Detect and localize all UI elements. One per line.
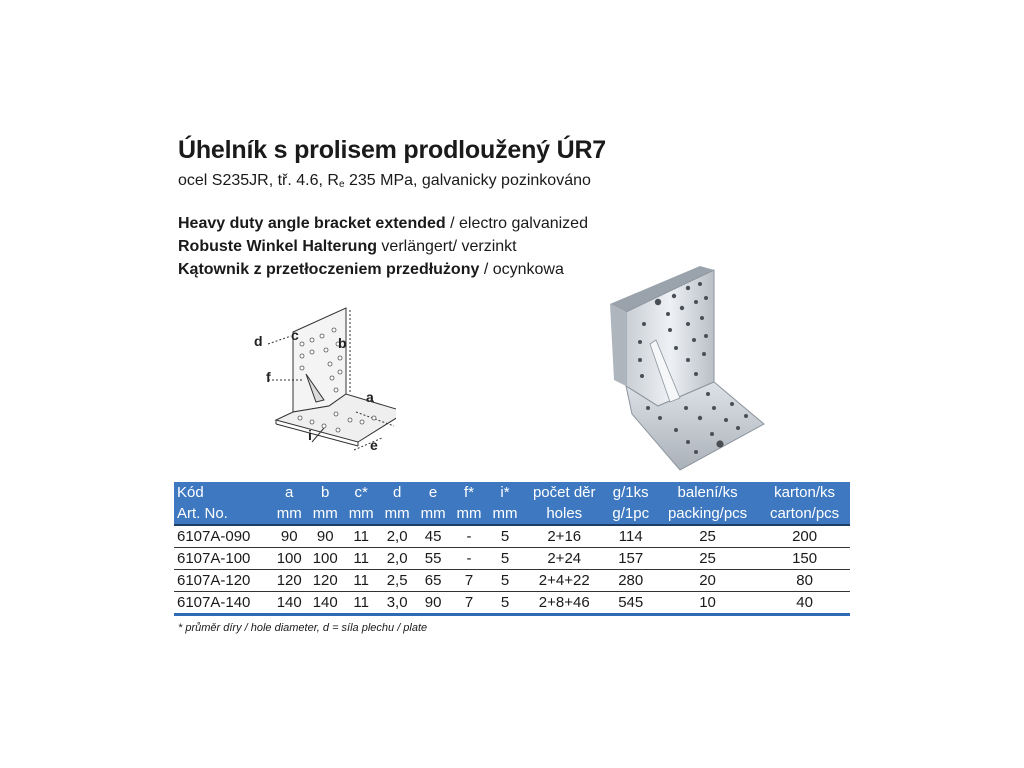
bracket-dimension-diagram bbox=[246, 294, 396, 464]
col-subheader-weight: g/1pc bbox=[606, 503, 656, 525]
table-cell: - bbox=[451, 525, 487, 548]
table-row bbox=[174, 525, 850, 548]
col-header-a: a bbox=[271, 482, 307, 503]
table-row bbox=[174, 570, 850, 592]
name-english-rest: / electro galvanized bbox=[445, 215, 588, 232]
col-header-i: i* bbox=[487, 482, 523, 503]
name-polish-rest: / ocynkowa bbox=[479, 261, 564, 278]
table-cell: 90 bbox=[415, 592, 451, 615]
col-header-d: d bbox=[379, 482, 415, 503]
table-cell: 3,0 bbox=[379, 592, 415, 615]
table-cell: 55 bbox=[415, 548, 451, 570]
dim-label-b: b bbox=[338, 335, 347, 351]
table-cell: 2,0 bbox=[379, 525, 415, 548]
table-cell: 6107A-120 bbox=[174, 570, 271, 592]
table-row bbox=[174, 548, 850, 570]
dim-label-d: d bbox=[254, 333, 263, 349]
col-subheader-holes: holes bbox=[523, 503, 606, 525]
name-english-bold: Heavy duty angle bracket extended bbox=[178, 215, 446, 232]
table-cell: 5 bbox=[487, 592, 523, 615]
table-cell: 140 bbox=[307, 592, 343, 615]
col-subheader-c: mm bbox=[343, 503, 379, 525]
name-polish bbox=[178, 261, 608, 279]
table-cell: 120 bbox=[271, 570, 307, 592]
name-german bbox=[178, 238, 517, 256]
table-cell: 65 bbox=[415, 570, 451, 592]
table-cell: 40 bbox=[759, 592, 850, 615]
col-header-b: b bbox=[307, 482, 343, 503]
col-subheader-carton: carton/pcs bbox=[759, 503, 850, 525]
dim-label-e: e bbox=[370, 437, 378, 453]
table-cell: 120 bbox=[307, 570, 343, 592]
col-header-weight: g/1ks bbox=[606, 482, 656, 503]
table-cell: 7 bbox=[451, 570, 487, 592]
table-cell: 2+4+22 bbox=[523, 570, 606, 592]
material-spec bbox=[178, 172, 591, 190]
material-spec-subscript: e bbox=[338, 179, 345, 190]
specification-table bbox=[174, 482, 850, 616]
table-cell: 6107A-090 bbox=[174, 525, 271, 548]
table-cell: 6107A-100 bbox=[174, 548, 271, 570]
material-spec-suffix: 235 MPa, galvanicky pozinkováno bbox=[344, 172, 591, 189]
col-header-f: f* bbox=[451, 482, 487, 503]
table-cell: 5 bbox=[487, 548, 523, 570]
table-cell: 2,0 bbox=[379, 548, 415, 570]
table-cell: 2,5 bbox=[379, 570, 415, 592]
table-cell: 100 bbox=[307, 548, 343, 570]
name-polish-bold: Kątownik z przetłoczeniem przedłużony bbox=[178, 261, 480, 278]
table-cell: 11 bbox=[343, 525, 379, 548]
name-german-bold: Robuste Winkel Halterung bbox=[178, 238, 377, 255]
col-subheader-d: mm bbox=[379, 503, 415, 525]
table-cell: 45 bbox=[415, 525, 451, 548]
col-header-e: e bbox=[415, 482, 451, 503]
table-cell: 11 bbox=[343, 570, 379, 592]
table-cell: 2+16 bbox=[523, 525, 606, 548]
table-cell: 5 bbox=[487, 525, 523, 548]
table-cell: 114 bbox=[606, 525, 656, 548]
col-header-c: c* bbox=[343, 482, 379, 503]
table-header-row bbox=[174, 482, 850, 503]
dim-label-c: c bbox=[291, 327, 299, 343]
table-cell: - bbox=[451, 548, 487, 570]
bracket-product-image bbox=[596, 258, 796, 478]
col-header-carton: karton/ks bbox=[759, 482, 850, 503]
table-cell: 25 bbox=[656, 548, 759, 570]
table-row bbox=[174, 592, 850, 615]
col-header-code: Kód bbox=[174, 482, 271, 503]
table-cell: 5 bbox=[487, 570, 523, 592]
table-cell: 11 bbox=[343, 592, 379, 615]
name-english bbox=[178, 215, 588, 233]
table-footnote: * průměr díry / hole diameter, d = síla plechu / plate bbox=[178, 622, 428, 634]
table-cell: 2+24 bbox=[523, 548, 606, 570]
dim-label-f: f bbox=[266, 369, 271, 385]
name-german-rest: verlängert/ verzinkt bbox=[376, 238, 517, 255]
col-subheader-i: mm bbox=[487, 503, 523, 525]
table-cell: 200 bbox=[759, 525, 850, 548]
col-subheader-f: mm bbox=[451, 503, 487, 525]
dim-label-a: a bbox=[366, 389, 374, 405]
table-cell: 90 bbox=[271, 525, 307, 548]
product-title: Úhelník s prolisem prodloužený ÚR7 bbox=[178, 136, 607, 164]
material-spec-prefix: ocel S235JR, tř. 4.6, R bbox=[178, 172, 339, 189]
dim-label-i: i bbox=[308, 427, 312, 443]
table-cell: 6107A-140 bbox=[174, 592, 271, 615]
col-subheader-a: mm bbox=[271, 503, 307, 525]
table-cell: 150 bbox=[759, 548, 850, 570]
table-cell: 90 bbox=[307, 525, 343, 548]
table-cell: 10 bbox=[656, 592, 759, 615]
table-cell: 140 bbox=[271, 592, 307, 615]
col-header-holes: počet děr bbox=[523, 482, 606, 503]
table-cell: 7 bbox=[451, 592, 487, 615]
table-cell: 545 bbox=[606, 592, 656, 615]
table-cell: 280 bbox=[606, 570, 656, 592]
table-cell: 157 bbox=[606, 548, 656, 570]
col-subheader-e: mm bbox=[415, 503, 451, 525]
table-cell: 100 bbox=[271, 548, 307, 570]
table-cell: 20 bbox=[656, 570, 759, 592]
table-cell: 11 bbox=[343, 548, 379, 570]
table-cell: 80 bbox=[759, 570, 850, 592]
col-subheader-packing: packing/pcs bbox=[656, 503, 759, 525]
col-subheader-code: Art. No. bbox=[174, 503, 271, 525]
table-cell: 2+8+46 bbox=[523, 592, 606, 615]
table-cell: 25 bbox=[656, 525, 759, 548]
table-header-row bbox=[174, 503, 850, 525]
col-header-packing: balení/ks bbox=[656, 482, 759, 503]
col-subheader-b: mm bbox=[307, 503, 343, 525]
